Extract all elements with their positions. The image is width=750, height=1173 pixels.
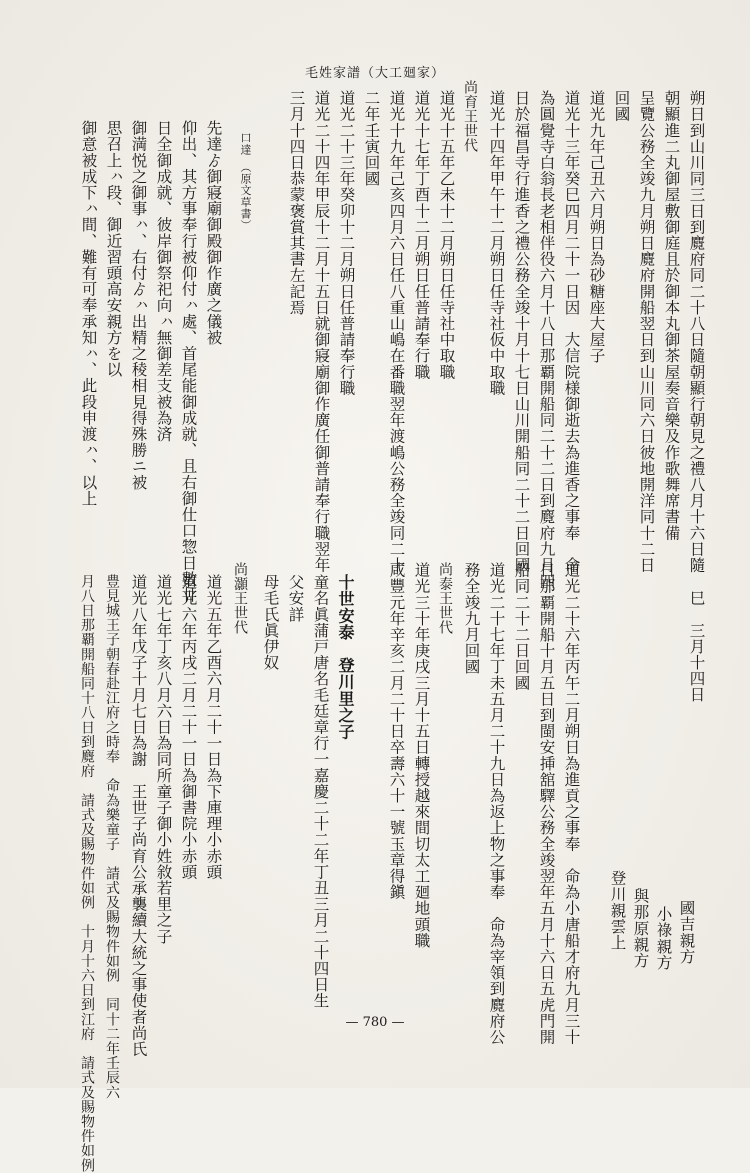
text-column: 道光二十三年癸卯十二月朔日任普請奉行職	[337, 90, 356, 396]
text-column: 仰出、其方事奉行被仰付ㇵ處、首尾能御成就、且右御仕口惣日數廿	[179, 120, 198, 603]
text-column: 道光八年戊子十月七日為謝 王世子尚育公承襲續大統之事使者尚氏	[129, 574, 148, 1057]
text-column: 道光十九年己亥四月六日任八重山嶋在番職翌年渡嶋公務全竣同二十	[387, 90, 406, 573]
text-column: 道光九年己丑六月朔日為砂糖座大屋子	[587, 90, 606, 364]
text-column: 朝顯進二丸御屋敷御庭且於御本丸御茶屋奏音樂及作歌舞席書備	[662, 90, 681, 541]
signatory: 小祿親方	[654, 906, 673, 971]
text-column: 日那覇開船十月五日到閩安挿舘驛公務全竣翌年五月十六日五虎門開	[537, 562, 556, 1045]
text-column: 日全御成就、彼岸御祭祀向ㇵ無御差支被為済	[154, 120, 173, 442]
text-column: 回國	[612, 90, 631, 123]
text-column: 道光二十六年丙午二月朔日為進貢之事奉 命為小唐船才府九月三十	[562, 562, 581, 1045]
text-column: 先達ゟ御寢廟御殿御作廣之儀被	[204, 120, 223, 346]
text-column: 日於福昌寺行進香之禮公務全竣十月十七日山川開船同二十二日回國	[512, 90, 531, 573]
text-column: 咸豐元年辛亥二月二十日卒壽六十一號玉章得鎭	[387, 562, 406, 901]
text-column: 呈覽公務全竣九月朔日麑府開船翌日到山川同六日彼地開洋同十二日	[637, 90, 656, 573]
text-column: 道光六年丙戌二月二十一日為御書院小赤頭	[179, 574, 198, 880]
text-column: 船同二十二日回國	[512, 562, 531, 691]
reign-heading: 尚泰王世代	[437, 562, 453, 635]
text-column: 父安詳	[286, 574, 305, 623]
text-column: 務全竣九月回國	[462, 562, 481, 675]
reign-heading: 尚育王世代	[462, 80, 478, 153]
text-column: 道光三十年庚戌三月十五日轉授越來間切太工廻地頭職	[412, 562, 431, 949]
signatory: 國吉親方	[677, 900, 696, 965]
reign-heading: 尚灝王世代	[232, 562, 248, 635]
text-column: 道光二十四年甲辰十二月十五日就御寢廟御作廣任御普請奉行職翌年	[312, 90, 331, 573]
generation-heading: 十世安泰 登川里之子	[336, 574, 355, 740]
date-line: 巳 三月十四日	[687, 590, 706, 703]
signatory: 登川親雲上	[608, 870, 627, 951]
text-column: 道光十四年甲午十二月朔日任寺社仮中取職	[487, 90, 506, 396]
page-number: — 780 —	[345, 1015, 405, 1030]
text-column: 朔日到山川同三日到麑府同二十八日隨朝顯行朝見之禮八月十六日隨	[687, 90, 706, 573]
running-title: 毛姓家譜（大工廻家）	[304, 66, 445, 81]
text-column: 道光十五年乙未十二月朔日任寺社中取職	[437, 90, 456, 380]
text-column: 為圓覺寺白翁長老相伴役六月十八日那覇開船同二十二日到麑府九月四	[537, 90, 556, 590]
text-column: 童名眞蒲戸唐名毛廷章行一嘉慶二十二年丁丑三月二十四日生	[311, 574, 330, 1009]
text-column: 道光十七年丁酉十二月朔日任普請奉行職	[412, 90, 431, 380]
text-column: 御満悦之御事ㇵ、右付ゟㇵ出精之稜相見得殊勝ニ被	[129, 120, 148, 491]
text-column: 二年壬寅回國	[362, 90, 381, 187]
text-column: 思召上ㇵ段、御近習頭高安親方を以	[104, 120, 123, 378]
text-column: 道光五年乙酉六月二十一日為下庫理小赤頭	[204, 574, 223, 880]
text-column: 道光十三年癸巳四月二十一日因 大信院様御逝去為進香之事奉 命	[562, 90, 581, 573]
oral-instruction-heading: 口達 （原文草書）	[239, 132, 252, 231]
text-column: 月八日那覇開船同十八日到麑府 請式及賜物件如例 十月十六日到江府 請式及賜物件如例	[79, 574, 95, 1173]
text-column: 豊見城王子朝春赴江府之時奉 命為樂童子 請式及賜物件如例 同十二年壬辰六	[104, 574, 120, 1100]
text-column: 御意被成下ㇵ間、難有可奉承知ㇵ、此段申渡ㇵ、以上	[79, 120, 98, 507]
signatory: 與那原親方	[631, 888, 650, 969]
text-column: 道光二十七年丁未五月二十九日為返上物之事奉 命為宰領到麑府公	[487, 562, 506, 1045]
text-column: 母毛氏眞伊奴	[261, 574, 280, 671]
text-column: 三月十四日恭蒙褒賞其書左記焉	[287, 90, 306, 316]
text-column: 道光七年丁亥八月六日為同所童子御小姓敘若里之子	[154, 574, 173, 945]
